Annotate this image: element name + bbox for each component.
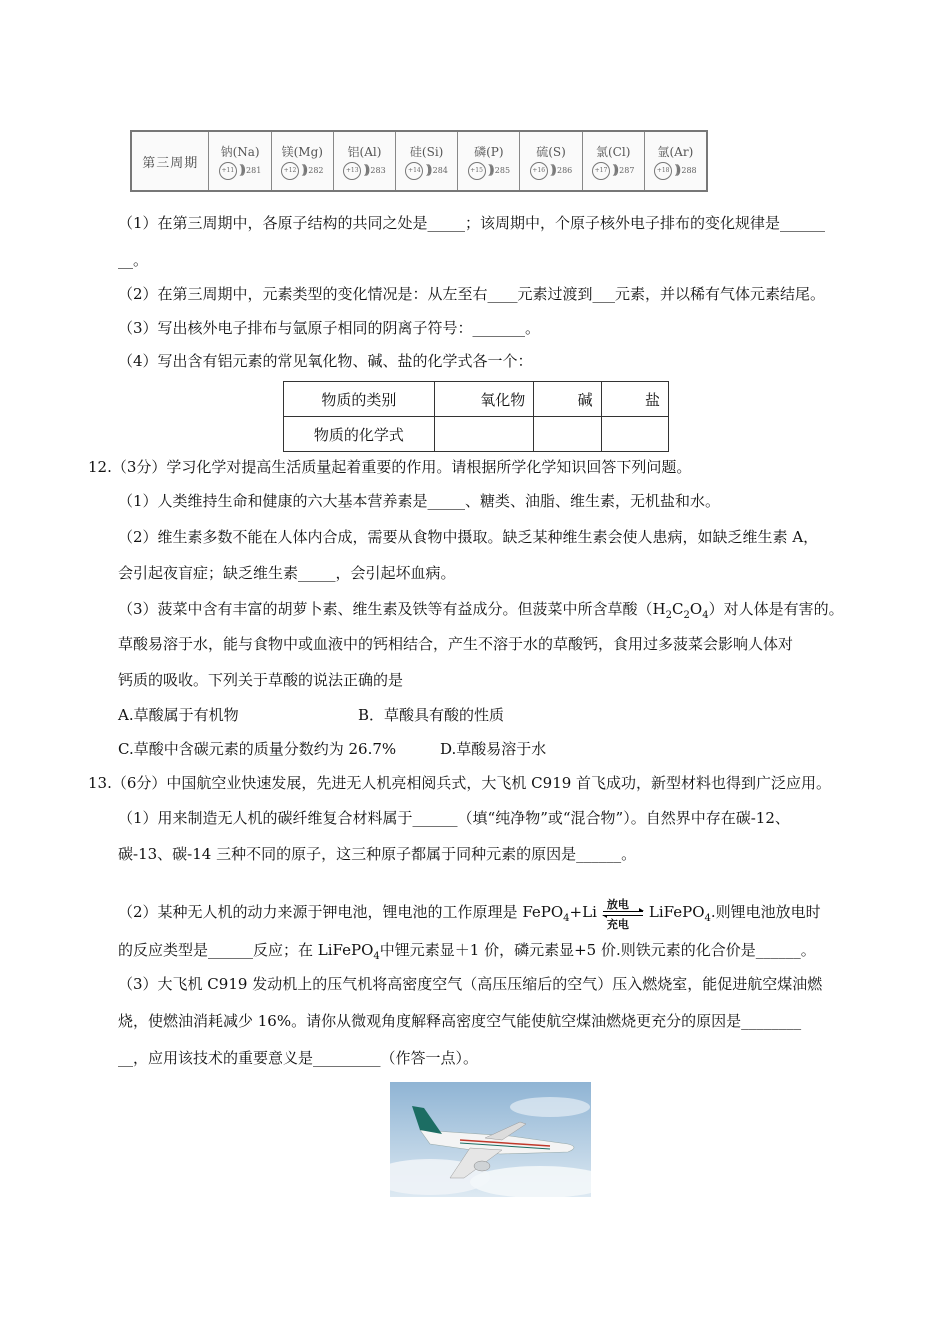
- arrow-label-discharge: 放电: [606, 898, 629, 911]
- airplane-photo: [390, 1082, 591, 1197]
- element-cell: [271, 132, 333, 190]
- shell-arcs-icon: ))): [549, 163, 553, 178]
- shell-arcs-icon: ))): [238, 163, 243, 178]
- q12-part2-cont: 会引起夜盲症；缺乏维生素_____，会引起坏血病。: [118, 564, 456, 582]
- element-cell: [644, 132, 706, 190]
- element-cell: [457, 132, 519, 190]
- option-c[interactable]: C.草酸中含碳元素的质量分数约为 26.7%: [118, 740, 397, 758]
- subscript: 4: [563, 913, 570, 924]
- engine: [474, 1161, 490, 1171]
- nucleus-charge: +12: [281, 162, 299, 180]
- subscript: 4: [373, 951, 380, 962]
- atom-structure-diagram: [654, 162, 697, 180]
- shell-arcs-icon: ))): [611, 163, 616, 178]
- element-name: 氯(Cl): [596, 144, 631, 159]
- q11-part3: （3）写出核外电子排布与氩原子相同的阴离子符号：_______。: [118, 319, 541, 337]
- answer-cell[interactable]: [534, 417, 601, 452]
- q12-part3: [118, 599, 844, 626]
- element-cell: [333, 132, 395, 190]
- element-name: 硅(Si): [409, 144, 444, 159]
- shell-electrons: 287: [619, 166, 635, 175]
- table-cell: 盐: [601, 382, 668, 417]
- element-cell: [582, 132, 644, 190]
- third-period-table: [130, 130, 708, 192]
- q12-part3-text: （3）菠菜中含有丰富的胡萝卜素、维生素及铁等有益成分。但菠菜中所含草酸（H: [118, 600, 666, 618]
- subscript: 4: [702, 610, 709, 621]
- formula-part: LiFePO: [648, 903, 705, 921]
- subscript: 2: [683, 610, 690, 621]
- shell-arcs-icon: ))): [674, 163, 678, 178]
- shell-electrons: 283: [370, 166, 386, 175]
- shell-arcs-icon: ))): [487, 163, 491, 178]
- nucleus-charge: +16: [530, 162, 548, 180]
- q13-part1-cont: 碳-13、碳-14 三种不同的原子，这三种原子都属于同种元素的原因是______。: [118, 845, 637, 863]
- shell-arcs-icon: ))): [425, 163, 429, 178]
- element-name: 钠(Na): [220, 144, 260, 159]
- q13-part1: （1）用来制造无人机的碳纤维复合材料属于______（填“纯净物”或“混合物”）。自然界中存在碳-12、: [118, 809, 790, 827]
- element-name: 硫(S): [536, 144, 566, 159]
- element-name: 镁(Mg): [281, 144, 323, 159]
- atom-structure-diagram: [281, 162, 324, 180]
- formula-part: +Li: [569, 903, 597, 921]
- nucleus-charge: +18: [654, 162, 672, 180]
- option-a[interactable]: A.草酸属于有机物: [118, 706, 239, 724]
- q12-part1: （1）人类维持生命和健康的六大基本营养素是_____、糖类、油脂、维生素，无机盐和水。: [118, 492, 721, 510]
- q13-part3-cont2: __，应用该技术的重要意义是_________（作答一点）。: [118, 1049, 479, 1067]
- element-cell: [395, 132, 457, 190]
- atom-structure-diagram: [219, 162, 262, 180]
- arrow-label-charge: 充电: [606, 918, 629, 931]
- element-name: 铝(Al): [347, 144, 382, 159]
- shell-arcs-icon: ))): [301, 163, 305, 178]
- option-b[interactable]: B．草酸具有酸的性质: [358, 706, 505, 724]
- q13-part3: （3）大飞机 C919 发动机上的压气机将高密度空气（高压压缩后的空气）压入燃烧室，能促进航空煤油燃: [118, 975, 823, 993]
- option-d[interactable]: D.草酸易溶于水: [440, 740, 547, 758]
- nucleus-charge: +11: [219, 162, 237, 180]
- answer-cell[interactable]: [601, 417, 668, 452]
- formula-part: C: [672, 600, 684, 618]
- shell-electrons: 286: [556, 166, 573, 175]
- table-row: [284, 417, 669, 452]
- element-name: 磷(P): [474, 144, 504, 159]
- atom-structure-diagram: [343, 162, 386, 180]
- q13-part3-cont: 烧，使燃油消耗减少 16%。请你从微观角度解释高密度空气能使航空煤油燃烧更充分的原因是________: [118, 1012, 802, 1030]
- q13-part2-text: （2）某种无人机的动力来源于钾电池，锂电池的工作原理是 FePO: [118, 903, 564, 921]
- nucleus-charge: +17: [592, 162, 610, 180]
- table-cell: 氧化物: [434, 382, 534, 417]
- q13-part2-text: .则锂电池放电时: [710, 903, 821, 921]
- table-cell: 物质的类别: [284, 382, 435, 417]
- q12-title: 12.（3分）学习化学对提高生活质量起着重要的作用。请根据所学化学知识回答下列问题。: [88, 458, 692, 476]
- q13-part2: [118, 898, 821, 931]
- q12-part3-text: ）对人体是有害的。: [708, 600, 844, 618]
- atom-structure-diagram: [468, 162, 511, 180]
- table-cell: 物质的化学式: [284, 417, 435, 452]
- shell-electrons: 281: [246, 166, 262, 175]
- period-header: 第三周期: [142, 155, 199, 171]
- reversible-arrow-icon: [601, 898, 645, 931]
- nucleus-charge: +13: [343, 162, 361, 180]
- q11-part1: （1）在第三周期中，各原子结构的共同之处是_____；该周期中，个原子核外电子排布的变化规律是______: [118, 214, 826, 232]
- shell-electrons: 288: [681, 166, 697, 175]
- element-cell: [519, 132, 581, 190]
- element-cell: [208, 132, 270, 190]
- q13-part2-cont: [118, 940, 816, 967]
- q13-title: 13.（6分）中国航空业快速发展，先进无人机亮相阅兵式，大飞机 C919 首飞成功，新型材料也得到广泛应用。: [88, 774, 832, 792]
- subscript: 2: [665, 610, 673, 621]
- q12-part2: （2）维生素多数不能在人体内合成，需要从食物中摄取。缺乏某种维生素会使人患病，如缺乏维生素 A，: [118, 528, 819, 546]
- table-row: [284, 382, 669, 417]
- substance-table: [283, 381, 669, 452]
- cloud: [510, 1097, 590, 1117]
- nucleus-charge: +15: [468, 162, 486, 180]
- q12-part3-cont: 草酸易溶于水，能与食物中或血液中的钙相结合，产生不溶于水的草酸钙，食用过多菠菜会影响人体对: [118, 635, 794, 653]
- q12-part3-cont2: 钙质的吸收。下列关于草酸的说法正确的是: [118, 671, 404, 689]
- q11-part4: （4）写出含有铝元素的常见氧化物、碱、盐的化学式各一个：: [118, 352, 533, 370]
- shell-electrons: 282: [308, 166, 324, 175]
- q11-part2: （2）在第三周期中，元素类型的变化情况是：从左至右____元素过渡到___元素，并以稀有气体元素结尾。: [118, 285, 826, 303]
- shell-electrons: 285: [494, 166, 511, 175]
- q13-part2-text: 中锂元素显＋1 价，磷元素显+5 价.则铁元素的化合价是______。: [379, 941, 816, 959]
- shell-arcs-icon: ))): [363, 163, 367, 178]
- atom-structure-diagram: [592, 162, 635, 180]
- q13-part2-text: 的反应类型是______反应；在 LiFePO: [118, 941, 374, 959]
- formula-part: O: [689, 600, 703, 618]
- atom-structure-diagram: [405, 162, 448, 180]
- answer-cell[interactable]: [434, 417, 534, 452]
- q11-part1-cont: __。: [118, 251, 149, 269]
- shell-electrons: 284: [432, 166, 448, 175]
- atom-structure-diagram: [530, 162, 573, 180]
- subscript: 4: [704, 913, 711, 924]
- nucleus-charge: +14: [405, 162, 423, 180]
- table-cell: 碱: [534, 382, 601, 417]
- element-name: 氩(Ar): [657, 144, 694, 159]
